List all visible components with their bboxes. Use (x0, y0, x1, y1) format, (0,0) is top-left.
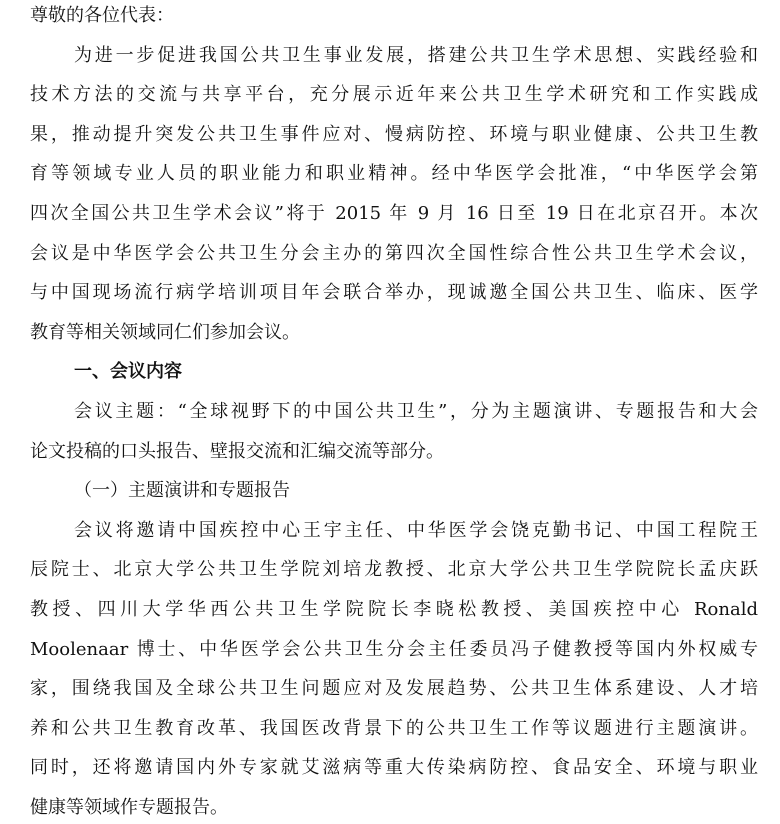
intro-line-2: 技术方法的交流与共享平台，充分展示近年来公共卫生学术研究和工作实践成 (30, 84, 758, 105)
intro-line-5: 四次全国公共卫生学术会议”将于 2015 年 9 月 16 日至 19 日在北京召开。本次 (30, 203, 758, 224)
speeches-line-7: 同时，还将邀请国内外专家就艾滋病等重大传染病防控、食品安全、环境与职业 (30, 757, 758, 778)
section-heading-meeting-content: 一、会议内容 (74, 361, 182, 382)
subsection-heading-keynotes: （一）主题演讲和专题报告 (74, 480, 290, 501)
intro-line-4: 育等领域专业人员的职业能力和职业精神。经中华医学会批准，“中华医学会第 (30, 163, 758, 184)
intro-line-7: 与中国现场流行病学培训项目年会联合举办，现诚邀全国公共卫生、临床、医学 (30, 282, 758, 303)
speeches-line-6: 养和公共卫生教育改革、我国医改背景下的公共卫生工作等议题进行主题演讲。 (30, 718, 758, 739)
speeches-line-8: 健康等领域作专题报告。 (30, 797, 228, 818)
salutation: 尊敬的各位代表： (30, 5, 174, 26)
speeches-line-4: Moolenaar 博士、中华医学会公共卫生分会主任委员冯子健教授等国内外权威专 (30, 639, 758, 660)
theme-line-1: 会议主题：“全球视野下的中国公共卫生”，分为主题演讲、专题报告和大会 (74, 401, 758, 422)
speeches-line-1: 会议将邀请中国疾控中心王宇主任、中华医学会饶克勤书记、中国工程院王 (74, 520, 758, 541)
intro-line-1: 为进一步促进我国公共卫生事业发展，搭建公共卫生学术思想、实践经验和 (74, 45, 758, 66)
theme-line-2: 论文投稿的口头报告、壁报交流和汇编交流等部分。 (30, 441, 444, 462)
intro-line-6: 会议是中华医学会公共卫生分会主办的第四次全国性综合性公共卫生学术会议， (30, 243, 758, 264)
speeches-line-5: 家，围绕我国及全球公共卫生问题应对及发展趋势、公共卫生体系建设、人才培 (30, 678, 758, 699)
intro-line-3: 果，推动提升突发公共卫生事件应对、慢病防控、环境与职业健康、公共卫生教 (30, 124, 758, 145)
intro-line-8: 教育等相关领域同仁们参加会议。 (30, 322, 300, 343)
speeches-line-3: 教授、四川大学华西公共卫生学院院长李晓松教授、美国疾控中心 Ronald (30, 599, 758, 620)
speeches-line-2: 辰院士、北京大学公共卫生学院刘培龙教授、北京大学公共卫生学院院长孟庆跃 (30, 559, 758, 580)
